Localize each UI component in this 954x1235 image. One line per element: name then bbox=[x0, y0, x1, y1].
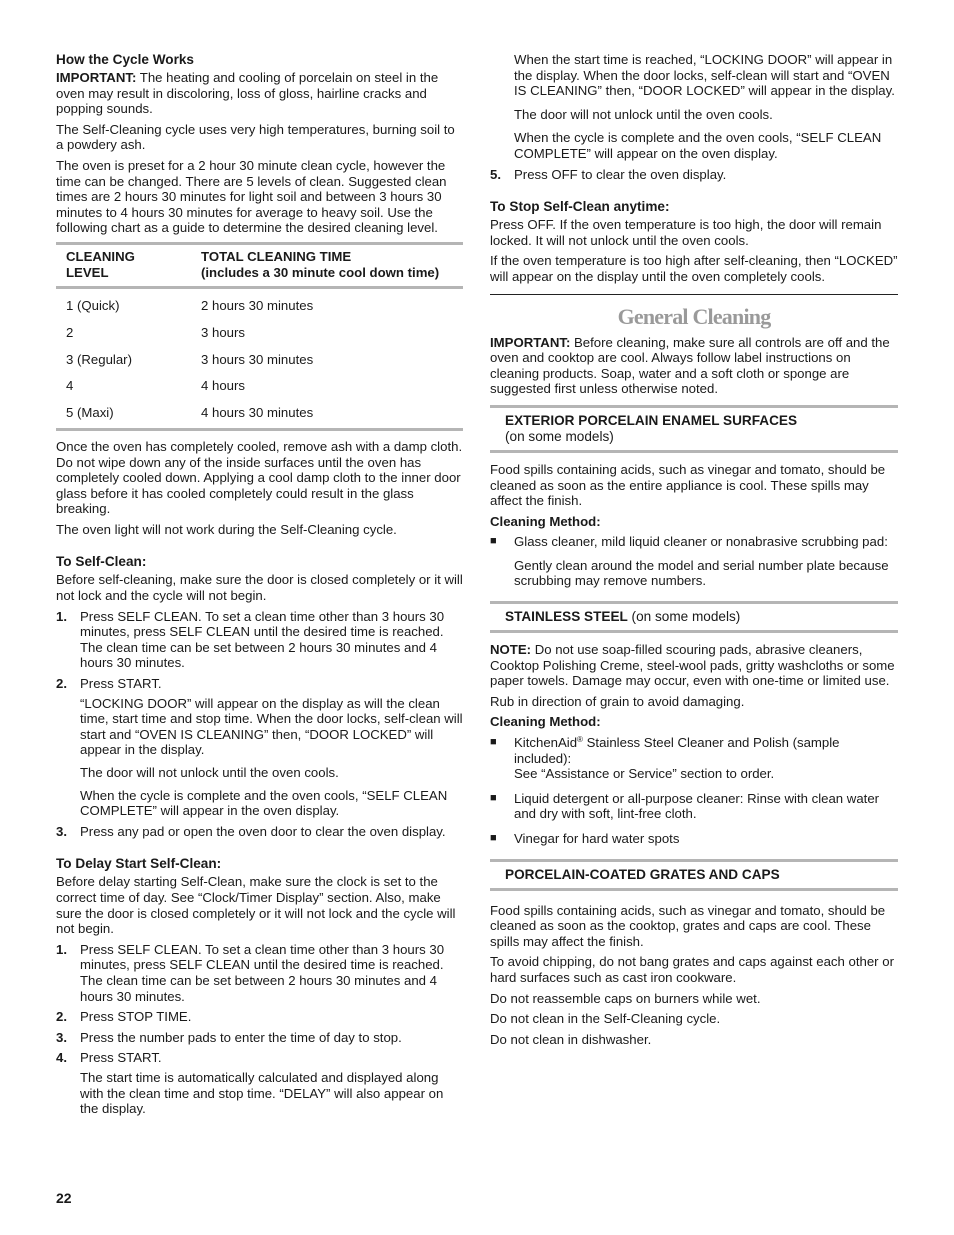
grates-section-header bbox=[490, 859, 898, 891]
right-column bbox=[490, 52, 898, 1052]
note-label: NOTE: bbox=[490, 642, 532, 658]
bullet-text: Liquid detergent or all-purpose cleaner: Rinse with clean water and dry with soft, lint-free cloth. bbox=[514, 790, 880, 822]
note-text: Do not use soap-filled scouring pads, abrasive cleaners, Cooktop Polishing Creme, steel-wool pads, gritty washcloths or some paper towels. Damage may occur, even with one-time or limited use. bbox=[490, 642, 895, 689]
step-text: Press STOP TIME. bbox=[80, 1009, 192, 1025]
cleaning-level-table bbox=[56, 242, 463, 431]
table-cell-time: 4 hours 30 minutes bbox=[201, 404, 314, 420]
important-text: Before cleaning, make sure all controls are off and the oven and cooktop are cool. Always follow label instructions on cleaning products. Soap, water and a soft cloth or sponge are suggested first unless otherwise noted. bbox=[490, 334, 890, 397]
step-number: 2. bbox=[56, 676, 67, 692]
self-clean-steps bbox=[56, 609, 464, 840]
table-row bbox=[56, 373, 463, 400]
table-row bbox=[56, 293, 463, 320]
step-number: 3. bbox=[56, 1029, 67, 1045]
table-header-level: CLEANING LEVEL bbox=[66, 248, 135, 280]
bullet-text: Vinegar for hard water spots bbox=[514, 831, 680, 846]
important-text: The heating and cooling of porcelain on steel in the oven may result in discoloring, loss of gloss, hairline cracks and popping sounds. bbox=[56, 70, 439, 117]
step-number: 2. bbox=[56, 1009, 67, 1025]
bullet-icon: ■ bbox=[490, 832, 497, 844]
how-cycle-paragraph: The Self-Cleaning cycle uses very high temperatures, burning soil to a powdery ash. bbox=[56, 121, 455, 153]
table-header bbox=[56, 245, 463, 289]
stainless-section-header bbox=[490, 601, 898, 633]
bullet-icon: ■ bbox=[490, 791, 497, 804]
step-subtext: When the cycle is complete and the oven cools, “SELF CLEAN COMPLETE” will appear in the oven display. bbox=[80, 787, 448, 819]
delay-heading: To Delay Start Self-Clean: bbox=[56, 856, 222, 872]
table-header-time: TOTAL CLEANING TIME (includes a 30 minute cool down time) bbox=[201, 248, 440, 280]
grates-paragraph: Do not clean in dishwasher. bbox=[490, 1031, 652, 1047]
list-item bbox=[490, 534, 898, 589]
delay-intro: Before delay starting Self-Clean, make sure the clock is set to the correct time of day. See “Clock/Timer Display” section. Also, make sure the door is closed completely or it will not lock and the cycle will not begin. bbox=[56, 874, 456, 937]
table-cell-level: 2 bbox=[66, 325, 74, 341]
table-cell-level: 1 (Quick) bbox=[66, 298, 120, 314]
step-item bbox=[56, 609, 464, 671]
continued-text: When the cycle is complete and the oven cools, “SELF CLEAN COMPLETE” will appear on the oven display. bbox=[514, 130, 882, 161]
exterior-methods bbox=[490, 534, 898, 589]
stainless-methods bbox=[490, 735, 898, 847]
step-text: Press START. bbox=[80, 1050, 162, 1066]
after-table-paragraph: Once the oven has completely cooled, remove ash with a damp cloth. Do not wipe down any of the inside surfaces until the oven has completely cooled down. Applying a cool damp cloth to the inner door glass before it has cooled completely could result in the glass breaking. bbox=[56, 438, 463, 517]
delay-steps bbox=[56, 942, 464, 1117]
grates-title: PORCELAIN-COATED GRATES AND CAPS bbox=[505, 866, 780, 882]
table-body bbox=[56, 289, 463, 428]
cleaning-method-label: Cleaning Method: bbox=[490, 513, 601, 529]
continued-steps bbox=[490, 52, 898, 162]
table-cell-level: 5 (Maxi) bbox=[66, 404, 114, 420]
bullet-icon: ■ bbox=[490, 736, 497, 749]
bullet-text: Glass cleaner, mild liquid cleaner or nonabrasive scrubbing pad: bbox=[514, 534, 888, 550]
step-item bbox=[56, 1009, 464, 1025]
stop-paragraph: If the oven temperature is too high after self-cleaning, then “LOCKED” will appear on the display until the oven completely cools. bbox=[490, 253, 898, 284]
step-subtext: “LOCKING DOOR” will appear on the display as will the clean time, start time and stop time. When the door locks, self-clean will start and “OVEN IS CLEANING” then, “DOOR LOCKED” will appear in the display. bbox=[80, 695, 463, 758]
table-cell-level: 4 bbox=[66, 378, 74, 394]
stainless-title: STAINLESS STEEL bbox=[505, 609, 628, 625]
exterior-paragraph: Food spills containing acids, such as vinegar and tomato, should be cleaned as soon as the entire appliance is cool. These spills may affect the finish. bbox=[490, 461, 886, 509]
step-item bbox=[490, 167, 898, 183]
step-number: 5. bbox=[490, 166, 501, 182]
bullet-icon: ■ bbox=[490, 535, 497, 548]
after-table-paragraph: The oven light will not work during the Self-Cleaning cycle. bbox=[56, 521, 397, 537]
table-cell-time: 3 hours 30 minutes bbox=[201, 351, 314, 367]
step-text: Press the number pads to enter the time of day to stop. bbox=[80, 1029, 402, 1045]
step-number: 3. bbox=[56, 823, 67, 839]
grates-paragraph: Do not reassemble caps on burners while wet. bbox=[490, 990, 761, 1006]
step-text: Press START. bbox=[80, 676, 162, 692]
step-subtext: The door will not unlock until the oven cools. bbox=[80, 765, 339, 780]
grates-paragraph: Do not clean in the Self-Cleaning cycle. bbox=[490, 1011, 721, 1027]
step-item bbox=[56, 676, 464, 819]
important-label: IMPORTANT: bbox=[490, 334, 571, 350]
stainless-subtitle: (on some models) bbox=[631, 609, 741, 625]
self-clean-intro: Before self-cleaning, make sure the door is closed completely or it will not lock and the cycle will not begin. bbox=[56, 572, 463, 604]
bullet-text: KitchenAid® Stainless Steel Cleaner and Polish (sample included): bbox=[514, 735, 840, 766]
bullet-subtext: See “Assistance or Service” section to order. bbox=[514, 766, 775, 782]
continued-text: The door will not unlock until the oven cools. bbox=[514, 106, 773, 122]
step-item bbox=[56, 824, 464, 840]
left-column bbox=[56, 52, 464, 1122]
general-important bbox=[490, 335, 898, 397]
step-text: Press OFF to clear the oven display. bbox=[514, 166, 727, 182]
page-number: 22 bbox=[56, 1190, 72, 1206]
how-cycle-heading: How the Cycle Works bbox=[56, 52, 194, 67]
how-cycle-important bbox=[56, 70, 464, 117]
stop-heading: To Stop Self-Clean anytime: bbox=[490, 199, 670, 215]
stop-paragraph: Press OFF. If the oven temperature is too high, the door will remain locked. It will not unlock until the oven cools. bbox=[490, 217, 882, 248]
step-text: Press SELF CLEAN. To set a clean time other than 3 hours 30 minutes, press SELF CLEAN until the desired time is reached. The clean time can be set between 2 hours 30 minutes and 4 hours 30 minutes. bbox=[80, 941, 445, 1004]
table-row bbox=[56, 399, 463, 426]
step-text: Press any pad or open the oven door to clear the oven display. bbox=[80, 823, 446, 839]
step-item bbox=[56, 1030, 464, 1046]
grates-paragraph: To avoid chipping, do not bang grates and caps against each other or hard surfaces such as cast iron cookware. bbox=[490, 954, 894, 985]
step-number: 4. bbox=[56, 1050, 67, 1066]
table-row bbox=[56, 346, 463, 373]
important-label: IMPORTANT: bbox=[56, 70, 137, 85]
registered-mark: ® bbox=[577, 735, 583, 745]
step-text: Press SELF CLEAN. To set a clean time other than 3 hours 30 minutes, press SELF CLEAN until the desired time is reached. The clean time can be set between 2 hours 30 minutes and 4 hours 30 minutes. bbox=[80, 608, 445, 671]
list-item bbox=[490, 791, 898, 822]
general-cleaning-title: General Cleaning bbox=[617, 303, 771, 329]
list-item bbox=[490, 831, 898, 847]
stainless-paragraph: Rub in direction of grain to avoid damaging. bbox=[490, 693, 745, 709]
table-cell-level: 3 (Regular) bbox=[66, 351, 132, 367]
exterior-title: EXTERIOR PORCELAIN ENAMEL SURFACES bbox=[505, 412, 798, 428]
table-row bbox=[56, 320, 463, 347]
step-subtext: The start time is automatically calculated and displayed along with the clean time and stop time. “DELAY” will also appear on the display. bbox=[80, 1069, 444, 1117]
table-cell-time: 4 hours bbox=[201, 378, 245, 394]
cleaning-method-label: Cleaning Method: bbox=[490, 714, 601, 730]
table-cell-time: 3 hours bbox=[201, 325, 245, 341]
step-number: 1. bbox=[56, 608, 67, 624]
step-item bbox=[56, 1050, 464, 1116]
section-divider bbox=[490, 294, 898, 295]
list-item bbox=[490, 735, 898, 782]
step-item bbox=[56, 942, 464, 1004]
self-clean-heading: To Self-Clean: bbox=[56, 554, 147, 570]
exterior-subtitle: (on some models) bbox=[505, 428, 614, 444]
stainless-note bbox=[490, 642, 898, 689]
continued-text: When the start time is reached, “LOCKING DOOR” will appear in the display. When the door locks, self-clean will start and “OVEN IS CLEANING” then, “DOOR LOCKED” will appear in the display. bbox=[514, 52, 895, 99]
exterior-section-header bbox=[490, 405, 898, 453]
grates-paragraph: Food spills containing acids, such as vinegar and tomato, should be cleaned as soon as the cooktop, grates and caps are cool. These spills may affect the finish. bbox=[490, 902, 886, 949]
bullet-subtext: Gently clean around the model and serial number plate because scrubbing may remove numbers. bbox=[514, 557, 889, 589]
table-cell-time: 2 hours 30 minutes bbox=[201, 298, 314, 314]
step-number: 1. bbox=[56, 941, 67, 957]
how-cycle-paragraph: The oven is preset for a 2 hour 30 minute clean cycle, however the time can be changed. There are 5 levels of clean. Suggested clean times are 2 hours 30 minutes for light soil and between 3 hours 30 minutes to 4 hours 30 minutes for average to heavy soil. Use the following chart as a guide to determine the desired cleaning level. bbox=[56, 157, 447, 236]
